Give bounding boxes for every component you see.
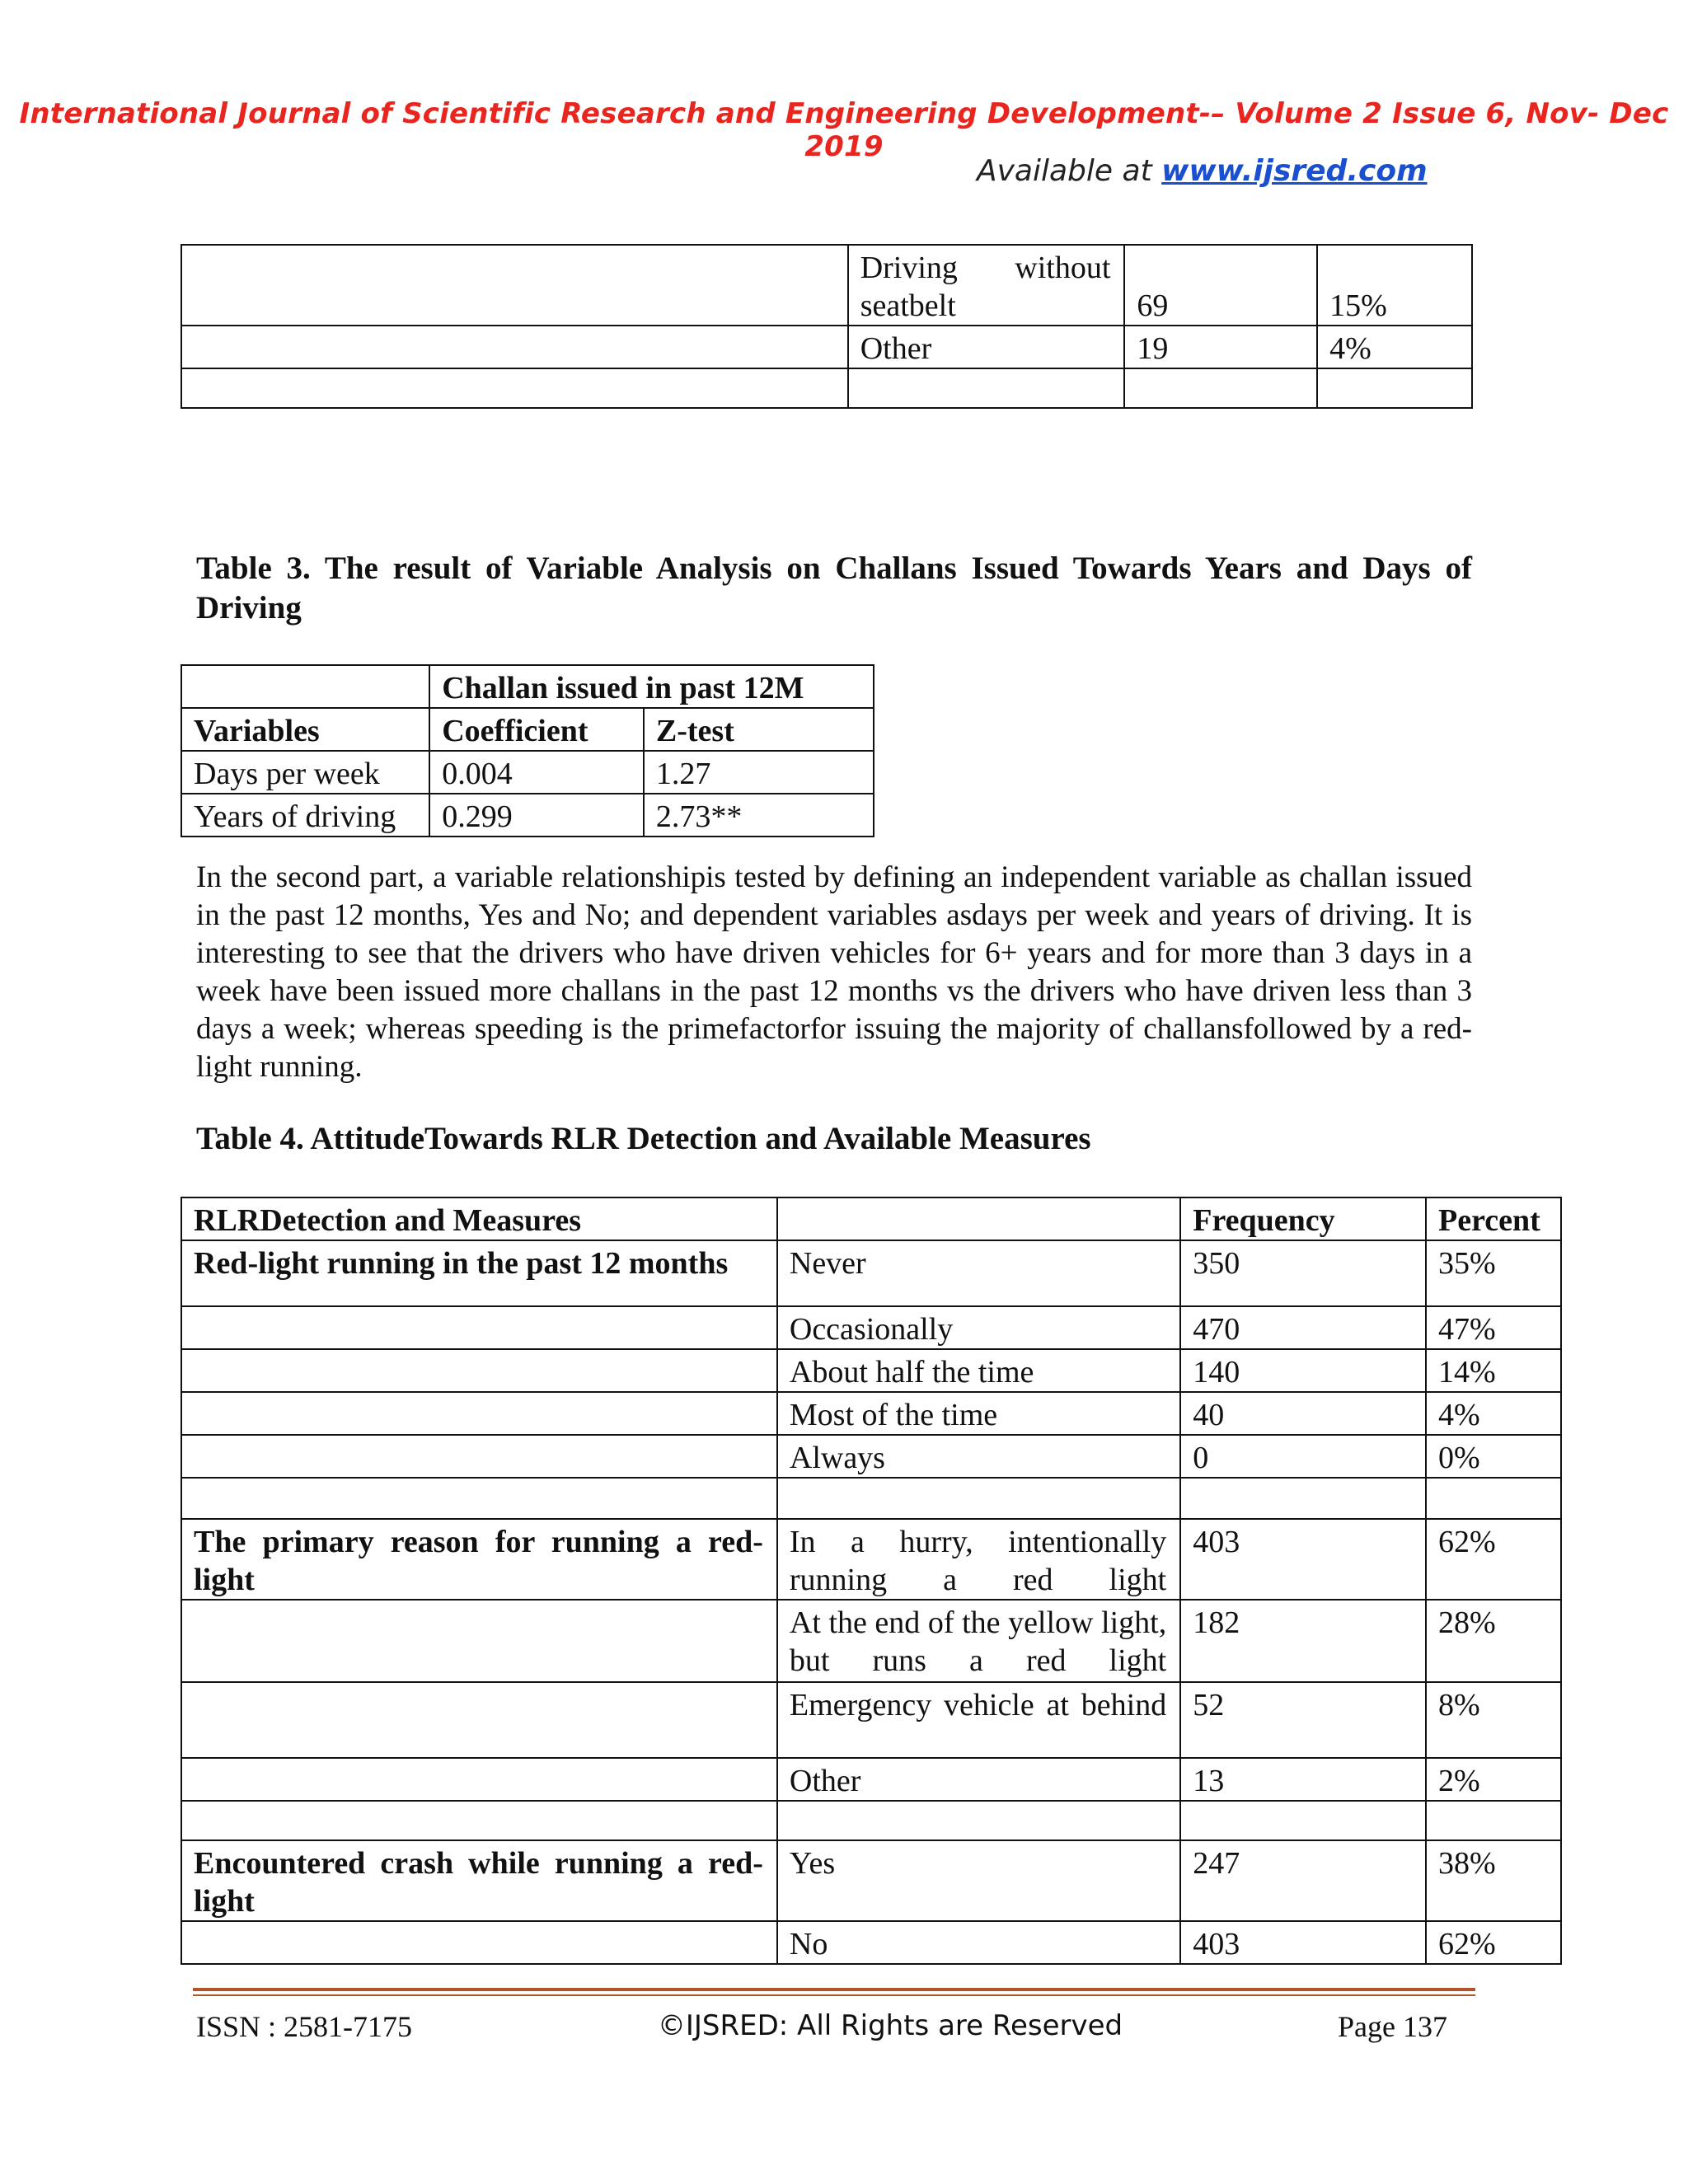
- table-row: [181, 1435, 1561, 1478]
- table-row: [181, 326, 1472, 368]
- table4: [181, 1197, 1562, 1965]
- footer-rights: ©IJSRED: All Rights are Reserved: [657, 2009, 1123, 2042]
- cell-percent: 0%: [1426, 1435, 1561, 1478]
- cell-coefficient: 0.299: [429, 794, 644, 837]
- table-row: [181, 1392, 1561, 1435]
- cell-frequency: 470: [1180, 1306, 1426, 1349]
- footer-page-number: Page 137: [1338, 2010, 1447, 2043]
- cell-frequency: 247: [1180, 1840, 1426, 1921]
- footer-issn: ISSN : 2581-7175: [196, 2010, 413, 2043]
- cell-option: Most of the time: [777, 1392, 1180, 1435]
- cell-frequency: 403: [1180, 1519, 1426, 1600]
- cell-percent: 14%: [1426, 1349, 1561, 1392]
- table-row: [181, 1682, 1561, 1758]
- cell-option: Yes: [777, 1840, 1180, 1921]
- table-row: [181, 1600, 1561, 1682]
- cell-percent: 15%: [1317, 245, 1472, 326]
- journal-title: International Journal of Scientific Research and Engineering Development-– Volume 2 Issue 6, Nov- Dec 2019: [19, 97, 1669, 163]
- cell-option: Emergency vehicle at behind: [789, 1688, 1167, 1722]
- table3-col-ztest: Z-test: [644, 708, 874, 751]
- cell-option: About half the time: [777, 1349, 1180, 1392]
- cell-percent: 35%: [1426, 1240, 1561, 1306]
- cell-option: Always: [777, 1435, 1180, 1478]
- cell-variable: Years of driving: [181, 794, 429, 837]
- group-label: The primary reason for running a red-light: [194, 1525, 763, 1597]
- cell-option: No: [777, 1921, 1180, 1964]
- cell-option: Other: [777, 1758, 1180, 1801]
- footer-divider-thin: [193, 1994, 1475, 1996]
- table3-col-variables: Variables: [181, 708, 429, 751]
- table4-col-percent: Percent: [1426, 1197, 1561, 1240]
- cell-frequency: 52: [1180, 1682, 1426, 1758]
- cell-percent: 38%: [1426, 1840, 1561, 1921]
- cell-ztest: 1.27: [644, 751, 874, 794]
- cell-percent: 28%: [1426, 1600, 1561, 1682]
- table-row: [181, 1478, 1561, 1519]
- cell-option: At the end of the yellow light, but runs a red light: [789, 1605, 1167, 1678]
- table4-caption: Table 4. AttitudeTowards RLR Detection and Available Measures: [196, 1121, 1091, 1156]
- table-row: [181, 751, 874, 794]
- cell-ztest: 2.73**: [644, 794, 874, 837]
- table-row: [181, 368, 1472, 408]
- table4-col-frequency: Frequency: [1180, 1197, 1426, 1240]
- table-row: [181, 665, 874, 708]
- cell-frequency: 13: [1180, 1758, 1426, 1801]
- table-row: [181, 1758, 1561, 1801]
- cell-count: 19: [1124, 326, 1317, 368]
- website-link[interactable]: www.ijsred.com: [1161, 154, 1428, 188]
- group-label: Red-light running in the past 12 months: [181, 1240, 777, 1306]
- cell-percent: 2%: [1426, 1758, 1561, 1801]
- table-row: [181, 1240, 1561, 1306]
- cell-percent: 62%: [1426, 1921, 1561, 1964]
- cell-percent: 8%: [1426, 1682, 1561, 1758]
- table3: [181, 664, 874, 837]
- table-row: [181, 1840, 1561, 1921]
- cell-percent: 4%: [1317, 326, 1472, 368]
- cell-frequency: 403: [1180, 1921, 1426, 1964]
- table3-col-coefficient: Coefficient: [429, 708, 644, 751]
- table-row: [181, 1921, 1561, 1964]
- cell-frequency: 182: [1180, 1600, 1426, 1682]
- table-row: [181, 245, 1472, 326]
- cell-label: Driving without seatbelt: [860, 251, 1111, 323]
- table3-caption: Table 3. The result of Variable Analysis on Challans Issued Towards Years and Days of Driving: [196, 551, 1472, 626]
- cell-variable: Days per week: [181, 751, 429, 794]
- table-row: [181, 1306, 1561, 1349]
- table-row: [181, 708, 874, 751]
- cell-option: In a hurry, intentionally running a red light: [789, 1525, 1167, 1597]
- cell-percent: 62%: [1426, 1519, 1561, 1600]
- cell-option: Never: [777, 1240, 1180, 1306]
- table-row: [181, 1801, 1561, 1840]
- footer-divider: [193, 1988, 1475, 1991]
- table4-col-measures: RLRDetection and Measures: [181, 1197, 777, 1240]
- cell-percent: 4%: [1426, 1392, 1561, 1435]
- cell-count: 69: [1124, 245, 1317, 326]
- table3-group-header: Challan issued in past 12M: [429, 665, 874, 708]
- cell-frequency: 140: [1180, 1349, 1426, 1392]
- table-row: [181, 1197, 1561, 1240]
- cell-frequency: 40: [1180, 1392, 1426, 1435]
- cell-coefficient: 0.004: [429, 751, 644, 794]
- cell-frequency: 350: [1180, 1240, 1426, 1306]
- table-continued: [181, 244, 1473, 409]
- cell-percent: 47%: [1426, 1306, 1561, 1349]
- table-row: [181, 1349, 1561, 1392]
- table-row: [181, 794, 874, 837]
- cell-option: Occasionally: [777, 1306, 1180, 1349]
- cell-frequency: 0: [1180, 1435, 1426, 1478]
- availability-prefix: Available at: [977, 154, 1162, 188]
- group-label: Encountered crash while running a red-light: [194, 1846, 763, 1919]
- cell-label: Other: [848, 326, 1125, 368]
- body-paragraph: In the second part, a variable relationshipis tested by defining an independent variable as challan issued in the past 12 months, Yes and No; and dependent variables asdays per week and years of driving. It is interesting to see that the drivers who have driven vehicles for 6+ years and for more than 3 days in a week have been issued more challans in the past 12 months vs the drivers who have driven less than 3 days a week; whereas speeding is the primefactorfor issuing the majority of challansfollowed by a red-light running.: [196, 860, 1472, 1084]
- availability-line: [977, 154, 1428, 188]
- table-row: [181, 1519, 1561, 1600]
